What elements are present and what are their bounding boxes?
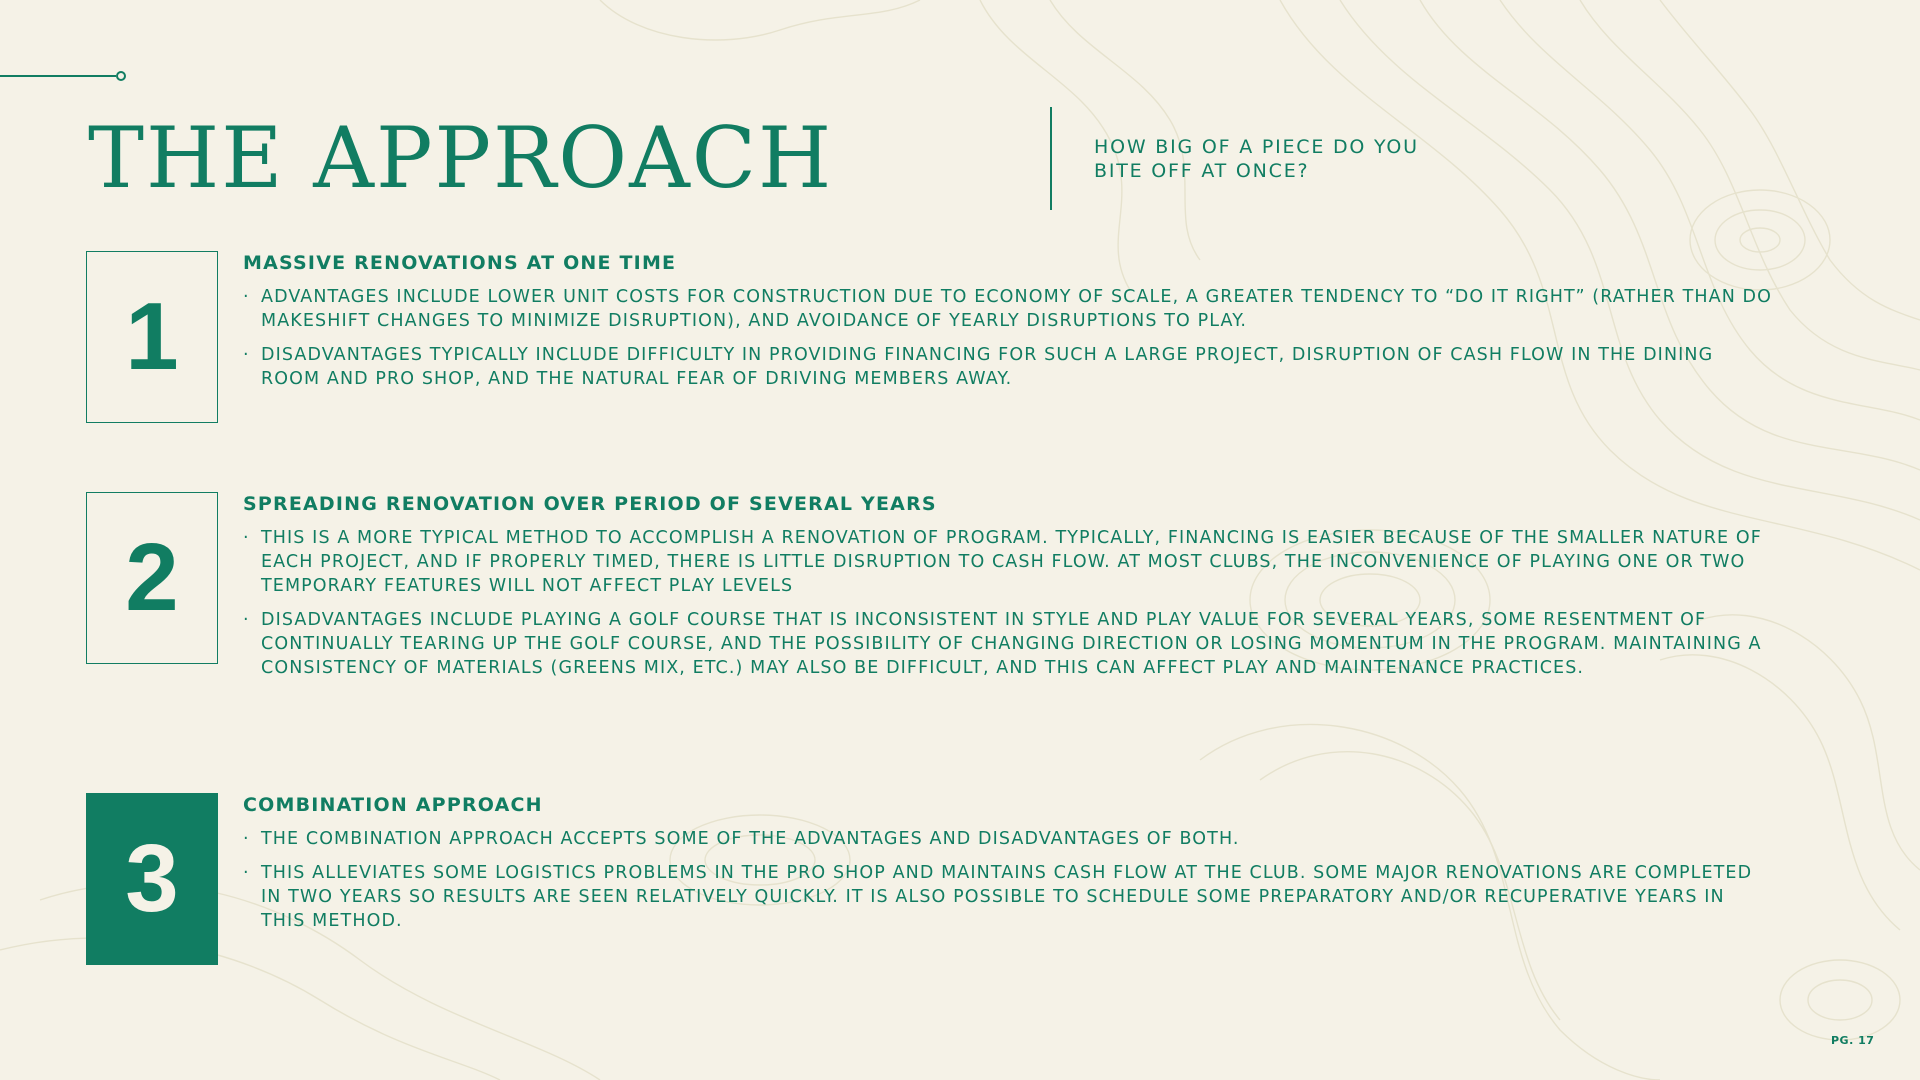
bullet-item: · THE COMBINATION APPROACH ACCEPTS SOME OF THE ADVANTAGES AND DISADVANTAGES OF BOTH. [243, 827, 1773, 851]
section-content [243, 793, 1773, 943]
section-number: 1 [125, 283, 179, 390]
page-title: THE APPROACH [88, 109, 834, 207]
section-heading: SPREADING RENOVATION OVER PERIOD OF SEVERAL YEARS [243, 493, 937, 515]
section-number: 2 [125, 524, 179, 631]
section-content [243, 251, 1773, 401]
section-content [243, 492, 1773, 690]
section-number-box-highlighted [86, 793, 218, 965]
page-subtitle: HOW BIG OF A PIECE DO YOU BITE OFF AT ONCE? [1094, 136, 1419, 182]
bullet-item: · DISADVANTAGES INCLUDE PLAYING A GOLF COURSE THAT IS INCONSISTENT IN STYLE AND PLAY VALUE FOR SEVERAL YEARS, SOME RESENTMENT OF CONTINUALLY TEARING UP THE GOLF COURSE, AND THE POSSIBILITY OF CHANGING DIRECTION OR LOSING MOMENTUM IN THE PROGRAM. MAINTAINING A CONSISTENCY OF MATERIALS (GREENS MIX, ETC.) MAY ALSO BE DIFFICULT, AND THIS CAN AFFECT PLAY AND MAINTENANCE PRACTICES. [243, 608, 1773, 680]
corner-decorative-dot [116, 71, 126, 81]
page-number: PG. 17 [1831, 1034, 1875, 1047]
corner-decorative-line [0, 75, 116, 77]
section-number-box [86, 251, 218, 423]
bullet-list [243, 285, 1773, 391]
bullet-item: · ADVANTAGES INCLUDE LOWER UNIT COSTS FOR CONSTRUCTION DUE TO ECONOMY OF SCALE, A GREATER TENDENCY TO “DO IT RIGHT” (RATHER THAN DO MAKESHIFT CHANGES TO MINIMIZE DISRUPTION), AND AVOIDANCE OF YEARLY DISRUPTIONS TO PLAY. [243, 285, 1773, 333]
section-number-box [86, 492, 218, 664]
bullet-list [243, 526, 1773, 680]
title-divider [1050, 107, 1052, 210]
bullet-item: · DISADVANTAGES TYPICALLY INCLUDE DIFFICULTY IN PROVIDING FINANCING FOR SUCH A LARGE PROJECT, DISRUPTION OF CASH FLOW IN THE DINING ROOM AND PRO SHOP, AND THE NATURAL FEAR OF DRIVING MEMBERS AWAY. [243, 343, 1773, 391]
section-heading: COMBINATION APPROACH [243, 794, 543, 816]
bullet-list [243, 827, 1773, 933]
section-number: 3 [125, 825, 179, 932]
section-heading: MASSIVE RENOVATIONS AT ONE TIME [243, 252, 677, 274]
bullet-item: · THIS IS A MORE TYPICAL METHOD TO ACCOMPLISH A RENOVATION OF PROGRAM. TYPICALLY, FINANCING IS EASIER BECAUSE OF THE SMALLER NATURE OF EACH PROJECT, AND IF PROPERLY TIMED, THERE IS LITTLE DISRUPTION TO CASH FLOW. AT MOST CLUBS, THE INCONVENIENCE OF PLAYING ONE OR TWO TEMPORARY FEATURES WILL NOT AFFECT PLAY LEVELS [243, 526, 1773, 598]
bullet-item: · THIS ALLEVIATES SOME LOGISTICS PROBLEMS IN THE PRO SHOP AND MAINTAINS CASH FLOW AT THE CLUB. SOME MAJOR RENOVATIONS ARE COMPLETED IN TWO YEARS SO RESULTS ARE SEEN RELATIVELY QUICKLY. IT IS ALSO POSSIBLE TO SCHEDULE SOME PREPARATORY AND/OR RECUPERATIVE YEARS IN THIS METHOD. [243, 861, 1773, 933]
